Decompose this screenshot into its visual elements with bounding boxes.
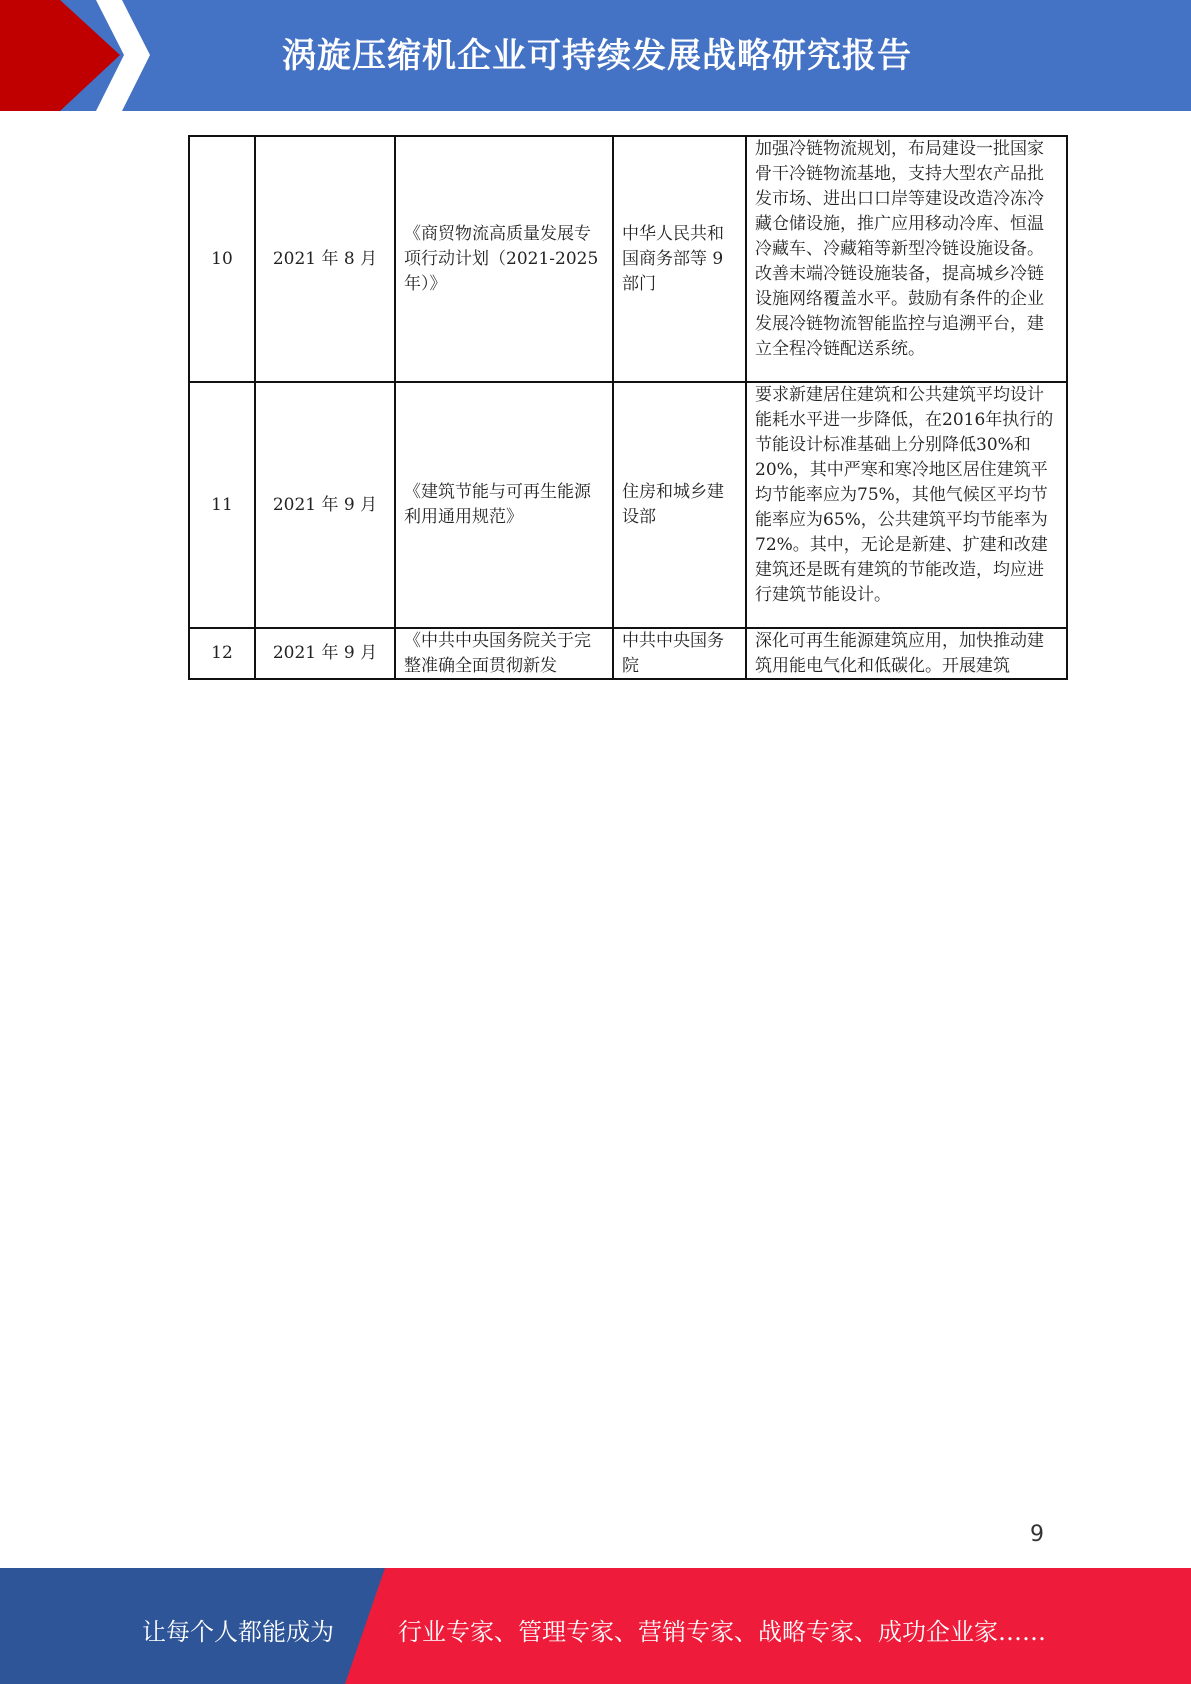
row-department: 住房和城乡建设部	[613, 382, 746, 628]
row-description-text: 深化可再生能源建筑应用，加快推动建筑用能电气化和低碳化。开展建筑	[755, 631, 1044, 676]
row-department	[613, 628, 746, 679]
row-number: 11	[189, 382, 255, 628]
page-number: 9	[1030, 1522, 1044, 1547]
row-number: 10	[189, 136, 255, 382]
page-footer	[0, 1568, 1191, 1684]
row-policy: 《商贸物流高质量发展专项行动计划（2021-2025 年）》	[395, 136, 613, 382]
row-department-text: 中共中央国务院	[622, 631, 724, 676]
page-header	[0, 0, 1191, 111]
table-row	[189, 628, 1067, 679]
row-policy	[395, 628, 613, 679]
row-description: 要求新建居住建筑和公共建筑平均设计能耗水平进一步降低，在2016年执行的节能设计标准基础上分别降低30%和20%，其中严寒和寒冷地区居住建筑平均节能率应为75%，其他气候区平均节能率应为65%，公共建筑平均节能率为72%。其中，无论是新建、扩建和改建建筑还是既有建筑的节能改造，均应进行建筑节能设计。	[746, 382, 1067, 628]
row-department: 中华人民共和国商务部等 9 部门	[613, 136, 746, 382]
table-row	[189, 136, 1067, 382]
row-date: 2021 年 9 月	[255, 382, 395, 628]
footer-slogan-right: 行业专家、管理专家、营销专家、战略专家、成功企业家……	[398, 1618, 1046, 1646]
row-number: 12	[189, 628, 255, 679]
row-date: 2021 年 9 月	[255, 628, 395, 679]
report-title: 涡旋压缩机企业可持续发展战略研究报告	[282, 36, 912, 76]
row-policy: 《建筑节能与可再生能源利用通用规范》	[395, 382, 613, 628]
policy-table	[188, 135, 1068, 680]
table-row	[189, 382, 1067, 628]
row-policy-text: 《中共中央国务院关于完整准确全面贯彻新发	[404, 631, 591, 676]
row-date: 2021 年 8 月	[255, 136, 395, 382]
row-description: 加强冷链物流规划，布局建设一批国家骨干冷链物流基地，支持大型农产品批发市场、进出口口岸等建设改造冷冻冷藏仓储设施，推广应用移动冷库、恒温冷藏车、冷藏箱等新型冷链设施设备。改善末端冷链设施装备，提高城乡冷链设施网络覆盖水平。鼓励有条件的企业发展冷链物流智能监控与追溯平台，建立全程冷链配送系统。	[746, 136, 1067, 382]
row-description	[746, 628, 1067, 679]
footer-slogan-left: 让每个人都能成为	[142, 1618, 334, 1646]
